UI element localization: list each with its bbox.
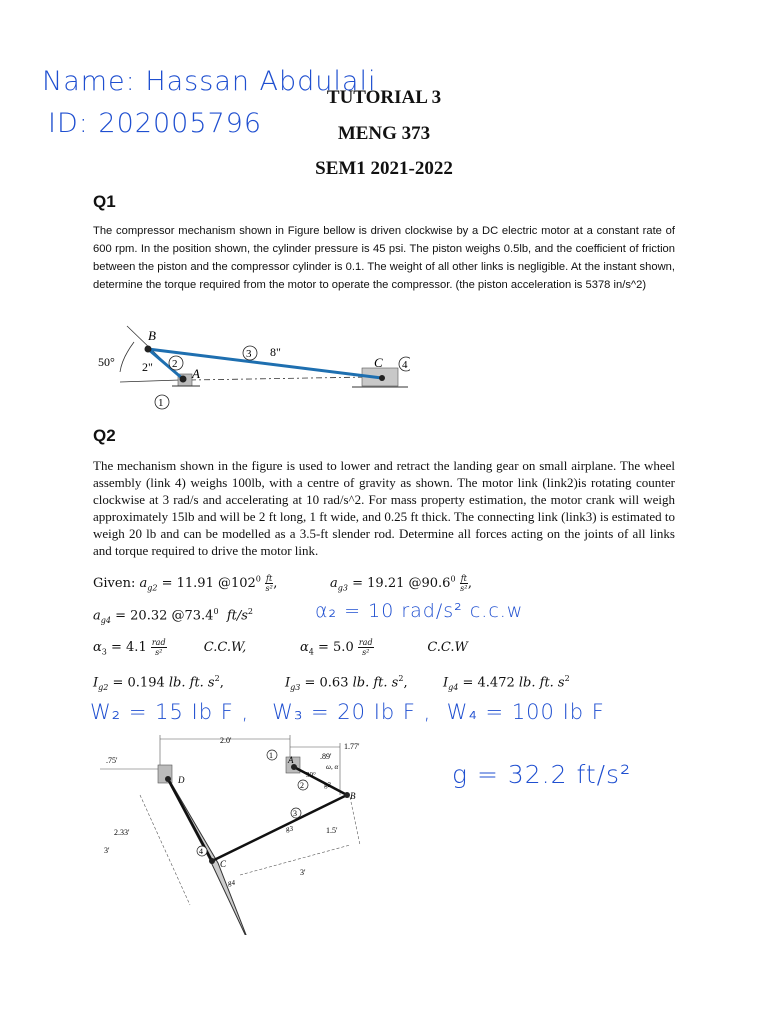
fig2-number-1: 1: [269, 751, 273, 760]
unit-num: ft: [266, 574, 273, 583]
link-number-4: 4: [402, 359, 408, 371]
unit-den: s²: [265, 584, 273, 593]
joint-d: [165, 776, 171, 782]
alpha3-value: = 4.1: [111, 640, 147, 655]
length-3: 8": [270, 345, 281, 359]
q1-heading: Q1: [93, 192, 116, 211]
course-code: MENG 373: [337, 123, 431, 144]
dim-20: 2.0': [220, 736, 232, 745]
fig2-number-3: 3: [293, 809, 297, 818]
ig3-value: = 0.63: [304, 675, 349, 691]
label-d: D: [178, 775, 185, 785]
ag2-value: = 11.91 @102: [161, 576, 256, 591]
label-g2: g2: [324, 781, 331, 789]
given-ig3: $I_{g3} = 0.63$ lb. ft. $s^2$,: [285, 674, 408, 692]
angle-ref-line: [120, 380, 180, 382]
dim-089: .89': [320, 752, 332, 761]
dim-233: 2.33': [114, 828, 130, 837]
inertia-unit: lb. ft. s: [518, 675, 565, 691]
ig2-value: = 0.194: [112, 675, 165, 691]
q2-landing-gear-figure: [100, 735, 400, 935]
centerline: [190, 377, 370, 380]
given-label: Given:: [93, 576, 136, 591]
tutorial-title: TUTORIAL 3: [326, 87, 442, 108]
ig4-value: = 4.472: [462, 675, 515, 691]
label-b: B: [350, 791, 356, 801]
dim-3a: 3': [104, 846, 110, 855]
angle-arc: [120, 342, 134, 372]
unit-den: s²: [362, 648, 370, 657]
q1-mechanism-figure: [90, 322, 410, 422]
label-a: A: [288, 755, 294, 765]
label-c: C: [220, 859, 227, 869]
given-ag4: $a_{g4} = 20.32$ @73.4$^0$ $ft/s^2$: [93, 607, 253, 625]
link-number-1: 1: [158, 397, 164, 409]
link-number-3: 3: [246, 348, 252, 360]
angle-label: 50°: [98, 355, 115, 369]
link-number-2: 2: [172, 358, 178, 370]
given-ag2: Given: $a_{g2} = 11.91$ $@102^0$ $\frac{ft}{\text{s²}}$ ,: [93, 574, 278, 593]
label-g3: g3: [286, 825, 293, 833]
dim-15: 1.5': [326, 826, 338, 835]
alpha4-direction: C.C.W: [427, 640, 468, 655]
label-b: B: [148, 328, 156, 343]
dim-075: .75': [106, 756, 118, 765]
unit-den: s²: [155, 648, 163, 657]
given-alpha4: $\alpha_4 = 5.0$ $\frac{\text{rad}}{\text{s²}}$ C.C.W: [300, 638, 468, 657]
inertia-unit: lb. ft. s: [168, 675, 215, 691]
alpha4-value: = 5.0: [318, 640, 354, 655]
label-c: C: [374, 355, 383, 370]
given-alpha3: $\alpha_3 = 4.1$ $\frac{\text{rad}}{\text{s²}}$ C.C.W,: [93, 638, 247, 657]
unit-den: s²: [460, 584, 468, 593]
ag4-unit: ft/s: [226, 608, 248, 624]
handwritten-name: Name: Hassan Abdulali: [42, 66, 377, 97]
given-ig4: $I_{g4} = 4.472$ lb. ft. $s^2$: [443, 674, 570, 692]
q2-heading: Q2: [93, 426, 116, 445]
fig2-number-2: 2: [300, 781, 304, 790]
q1-text: The compressor mechanism shown in Figure bellow is driven clockwise by a DC electric motor at a constant rate of 600 rpm. In the position shown, the cylinder pressure is 45 psi. The piston weighs 0.5lb, and the coefficient of friction between the piston and the compressor cylinder is 0.1. The weight of all other links is negligible. At the instant shown, determine the torque required from the motor to operate the compressor. (the piston acceleration is 5378 in/s^2): [93, 225, 675, 291]
ag3-value: = 19.21 @90.6: [352, 576, 451, 591]
length-2: 2": [142, 360, 153, 374]
given-ag3: $a_{g3} = 19.21$ @90.6$^0$ $\frac{ft}{\text{s²}}$ ,: [330, 574, 473, 593]
unit-num: rad: [151, 638, 166, 647]
dim-3b: 3': [300, 868, 306, 877]
dim-177: 1.77': [344, 742, 360, 751]
label-g4: g4: [228, 879, 235, 887]
unit-num: rad: [358, 638, 373, 647]
semester: SEM1 2021-2022: [315, 158, 453, 179]
handwritten-id: ID: 202005796: [48, 108, 263, 139]
label-a: A: [192, 366, 200, 381]
fig2-number-4: 4: [199, 847, 203, 856]
q2-text: The mechanism shown in the figure is used to lower and retract the landing gear on small airplane. The wheel assembly (link 4) weighs 100lb, with a centre of gravity as shown. The motor link (link2)is rotating counter clockwise at 3 rad/s and accelerating at 10 rad/s^2. For mass property estimation, the motor crank will weigh approximately 15lb and will be 2 ft long, 1 ft wide, and 0.25 ft thick. The connecting link (link3) is estimated to weigh 20 lb and can be modelled as a 3.5-ft slender rod. Determine all forces acting on the joints of all links and torque required to drive the motor link.: [93, 458, 675, 558]
joint-b: [145, 346, 152, 353]
joint-c: [209, 858, 215, 864]
joint-c: [379, 375, 385, 381]
given-ig2: $I_{g2} = 0.194$ lb. ft. $s^2$,: [93, 674, 224, 692]
label-omega: ω, α: [326, 763, 339, 771]
handwritten-gravity: g = 32.2 ft/s²: [452, 760, 632, 789]
alpha3-direction: C.C.W,: [203, 640, 247, 655]
joint-a: [180, 376, 187, 383]
handwritten-alpha2: α₂ = 10 rad/s² c.c.w: [315, 600, 524, 622]
inertia-unit: lb. ft. s: [352, 675, 399, 691]
label-angle30: 30°: [306, 771, 316, 779]
ag4-value: = 20.32 @73.4: [115, 608, 214, 624]
unit-num: ft: [460, 574, 467, 583]
handwritten-weights: W₂ = 15 Ib F , W₃ = 20 Ib F , W₄ = 100 Ib F: [90, 700, 605, 724]
